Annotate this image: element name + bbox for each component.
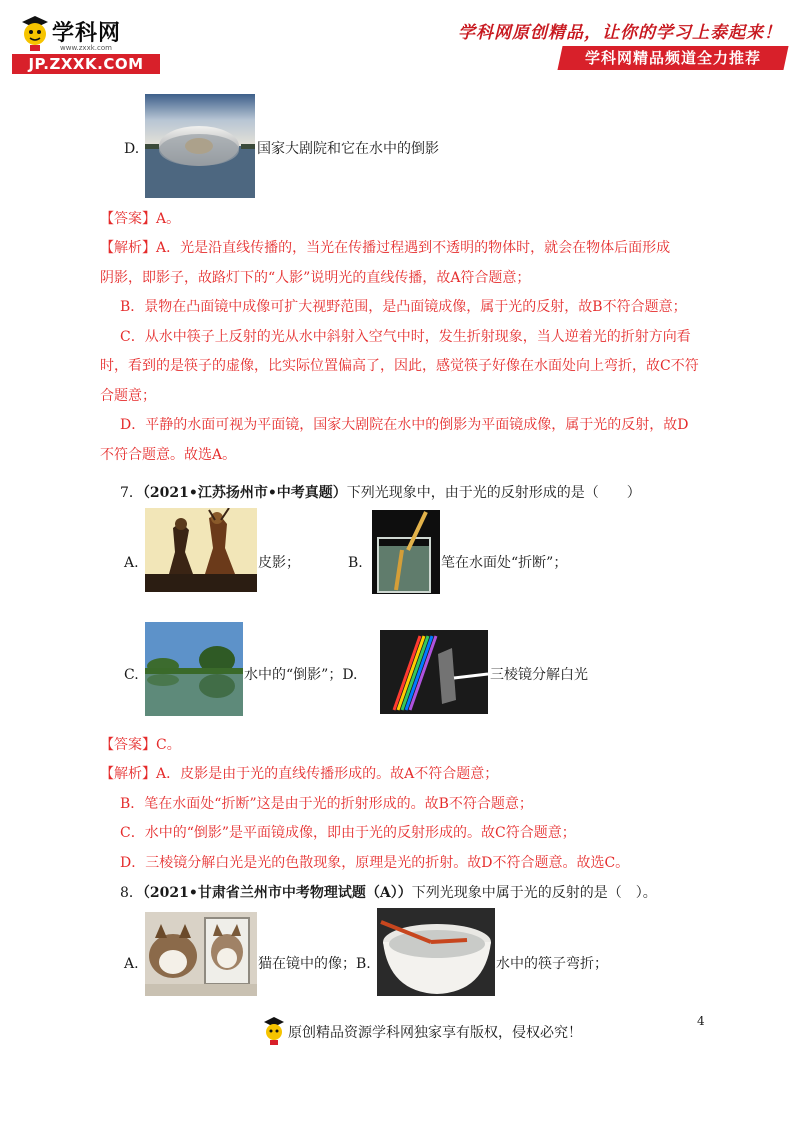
question-number [120,483,641,503]
q6-analysis-line: 合题意； [100,388,156,404]
option-a-label: A. [124,956,139,972]
prism-dispersion-image [380,630,488,714]
question-number-text: 8． [120,885,143,901]
logo-name: 学科网 [52,21,122,46]
header-recommend-bar [557,46,788,70]
shadow-puppet-image [145,508,257,592]
option-b-label: B. [348,555,363,571]
option-a-text: 皮影； [258,555,300,571]
cat-mirror-image [145,912,257,996]
q6-analysis-line: B．景物在凸面镜中成像可扩大视野范围，是凸面镜成像，属于光的反射，故B不符合题意； [120,299,687,315]
q7-analysis-line: D．三棱镜分解白光是光的色散现象，原理是光的折射。故D不符合题意。故选C。 [120,855,630,871]
page-number: 4 [697,1014,705,1028]
q6-analysis-line: 不符合题意。故选A。 [100,447,237,463]
option-b-text: 笔在水面处“折断”； [441,555,568,571]
question-number-text: 7． [120,485,143,501]
chopsticks-bowl-image [377,908,495,996]
theater-reflection-image [145,94,255,198]
option-b-text: 水中的筷子弯折； [496,956,608,972]
question-stem: 下列光现象中属于光的反射的是（ ）。 [411,885,657,901]
site-logo[interactable] [12,14,162,74]
option-d-text: 国家大剧院和它在水中的倒影 [257,141,439,157]
q6-analysis-line: 【解析】A．光是沿直线传播的，当光在传播过程遇到不透明的物体时，就会在物体后面形成 [100,240,671,256]
option-d-text: 三棱镜分解白光 [490,667,588,683]
copyright-notice: 原创精品资源学科网独家享有版权，侵权必究！ [288,1025,582,1041]
header-recommend-text: 学科网精品频道全力推荐 [584,49,761,67]
q6-analysis-line: D．平静的水面可视为平面镜，国家大剧院在水中的倒影为平面镜成像，属于光的反射，故D [120,417,689,433]
footer-mascot-icon [262,1016,286,1046]
option-a-label: A. [124,555,139,571]
q6-analysis-line: 时，看到的是筷子的虚像，比实际位置偏高了，因此，感觉筷子好像在水面处向上弯折，故C不符 [100,358,699,374]
logo-domain-bar: JP.ZXXK.COM [12,54,160,74]
pencil-in-water-image [372,510,440,594]
logo-url: www.zxxk.com [60,44,112,52]
q6-answer: 【答案】A。 [100,211,181,227]
option-c-text: 水中的“倒影”；D. [244,667,358,683]
water-reflection-image [145,622,243,716]
q6-analysis-line: C．从水中筷子上反射的光从水中斜射入空气中时，发生折射现象，当人逆着光的折射方向看 [120,329,691,345]
question-stem: 下列光现象中，由于光的反射形成的是（ ） [346,485,641,501]
option-c-label: C. [124,667,139,683]
question-source: （2021•江苏扬州市•中考真题） [142,485,347,501]
q6-analysis-line: 阴影，即影子，故路灯下的“人影”说明光的直线传播，故A符合题意； [100,270,531,286]
option-a-text: 猫在镜中的像；B. [258,956,371,972]
question-source: （2021•甘肃省兰州市中考物理试题（A）） [142,885,412,901]
option-d-label: D. [124,141,140,157]
q7-answer: 【答案】C。 [100,737,181,753]
q7-analysis-line: B．笔在水面处“折断”这是由于光的折射形成的。故B不符合题意； [120,796,533,812]
question-number [120,883,657,903]
q7-analysis-line: C．水中的“倒影”是平面镜成像，即由于光的反射形成的。故C符合题意； [120,825,576,841]
header-slogan: 学科网原创精品，让你的学习上泰起来！ [458,23,782,43]
q7-analysis-line: 【解析】A．皮影是由于光的直线传播形成的。故A不符合题意； [100,766,499,782]
mascot-icon [18,14,52,52]
